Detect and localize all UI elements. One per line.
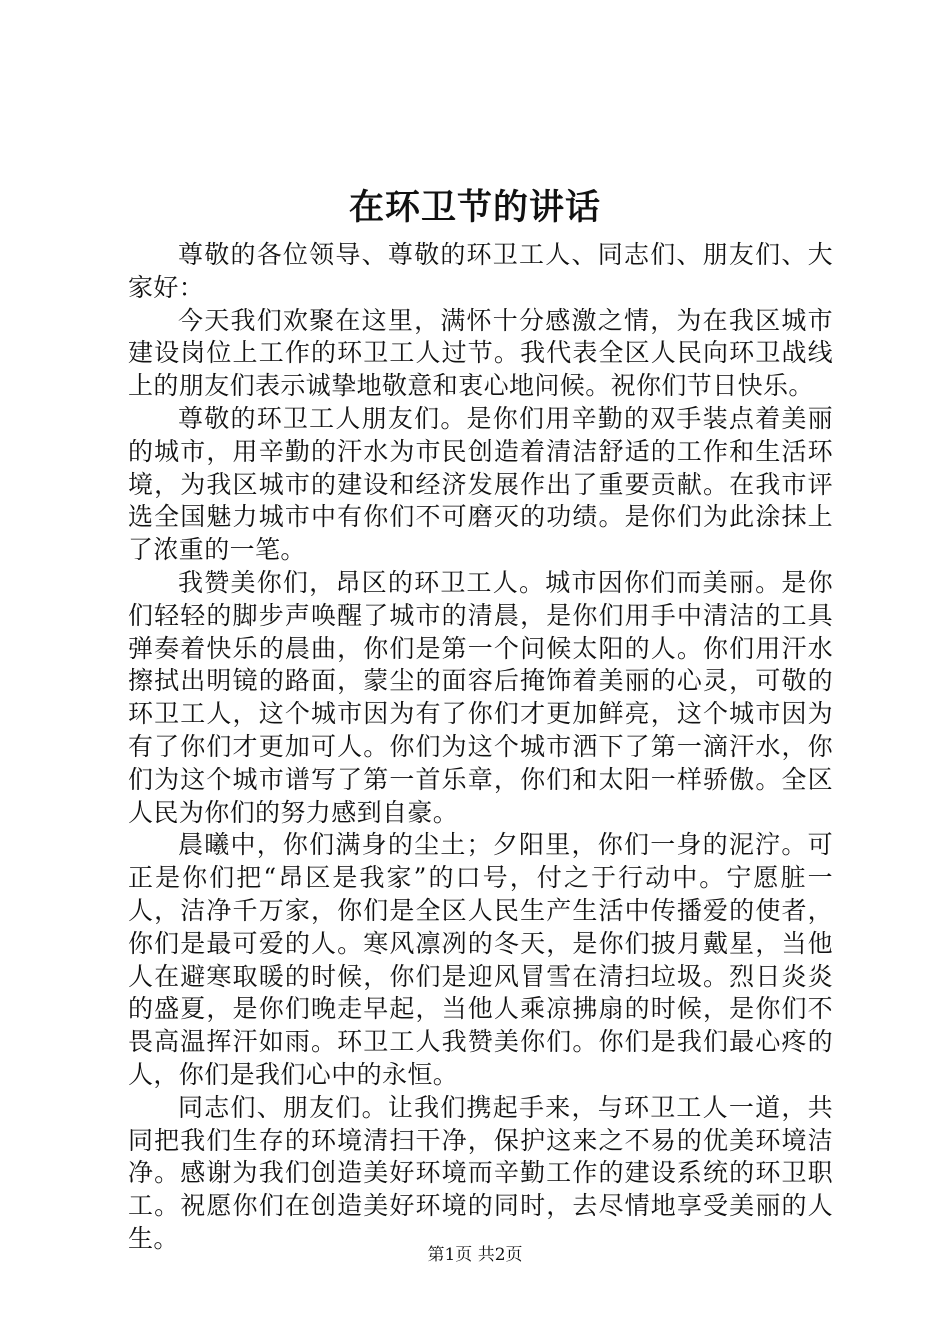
- paragraph-greeting: 尊敬的各位领导、尊敬的环卫工人、同志们、朋友们、大家好：: [128, 240, 833, 302]
- paragraph-1: 今天我们欢聚在这里，满怀十分感激之情，为在我区城市建设岗位上工作的环卫工人过节。我代表全区人民向环卫战线上的朋友们表示诚挚地敬意和衷心地问候。祝你们节日快乐。: [128, 305, 833, 401]
- paragraph-3: 我赞美你们，昂区的环卫工人。城市因你们而美丽。是你们轻轻的脚步声唤醒了城市的清晨，是你们用手中清洁的工具弹奏着快乐的晨曲，你们是第一个问候太阳的人。你们用汗水擦拭出明镜的路面，蒙尘的面容后掩饰着美丽的心灵，可敬的环卫工人，这个城市因为有了你们才更加鲜亮，这个城市因为有了你们才更加可人。你们为这个城市洒下了第一滴汗水，你们为这个城市谱写了第一首乐章，你们和太阳一样骄傲。全区人民为你们的努力感到自豪。: [128, 567, 833, 827]
- page-footer: 第1页 共2页: [427, 1245, 523, 1265]
- paragraph-2: 尊敬的环卫工人朋友们。是你们用辛勤的双手装点着美丽的城市，用辛勤的汗水为市民创造着清洁舒适的工作和生活环境，为我区城市的建设和经济发展作出了重要贡献。在我市评选全国魅力城市中有你们不可磨灭的功绩。是你们为此涂抹上了浓重的一笔。: [128, 403, 833, 565]
- document-title: 在环卫节的讲话: [348, 187, 601, 228]
- paragraph-4: 晨曦中，你们满身的尘土；夕阳里，你们一身的泥泞。可正是你们把“昂区是我家”的口号，付之于行动中。宁愿脏一人，洁净千万家，你们是全区人民生产生活中传播爱的使者，你们是最可爱的人。寒风凛冽的冬天，是你们披月戴星，当他人在避寒取暖的时候，你们是迎风冒雪在清扫垃圾。烈日炎炎的盛夏，是你们晚走早起，当他人乘凉拂扇的时候，是你们不畏高温挥汗如雨。环卫工人我赞美你们。你们是我们最心疼的人，你们是我们心中的永恒。: [128, 830, 833, 1089]
- document-body: [128, 239, 833, 1256]
- paragraph-5: 同志们、朋友们。让我们携起手来，与环卫工人一道，共同把我们生存的环境清扫干净，保护这来之不易的优美环境洁净。感谢为我们创造美好环境而辛勤工作的建设系统的环卫职工。祝愿你们在创造美好环境的同时，去尽情地享受美丽的人生。: [128, 1092, 833, 1253]
